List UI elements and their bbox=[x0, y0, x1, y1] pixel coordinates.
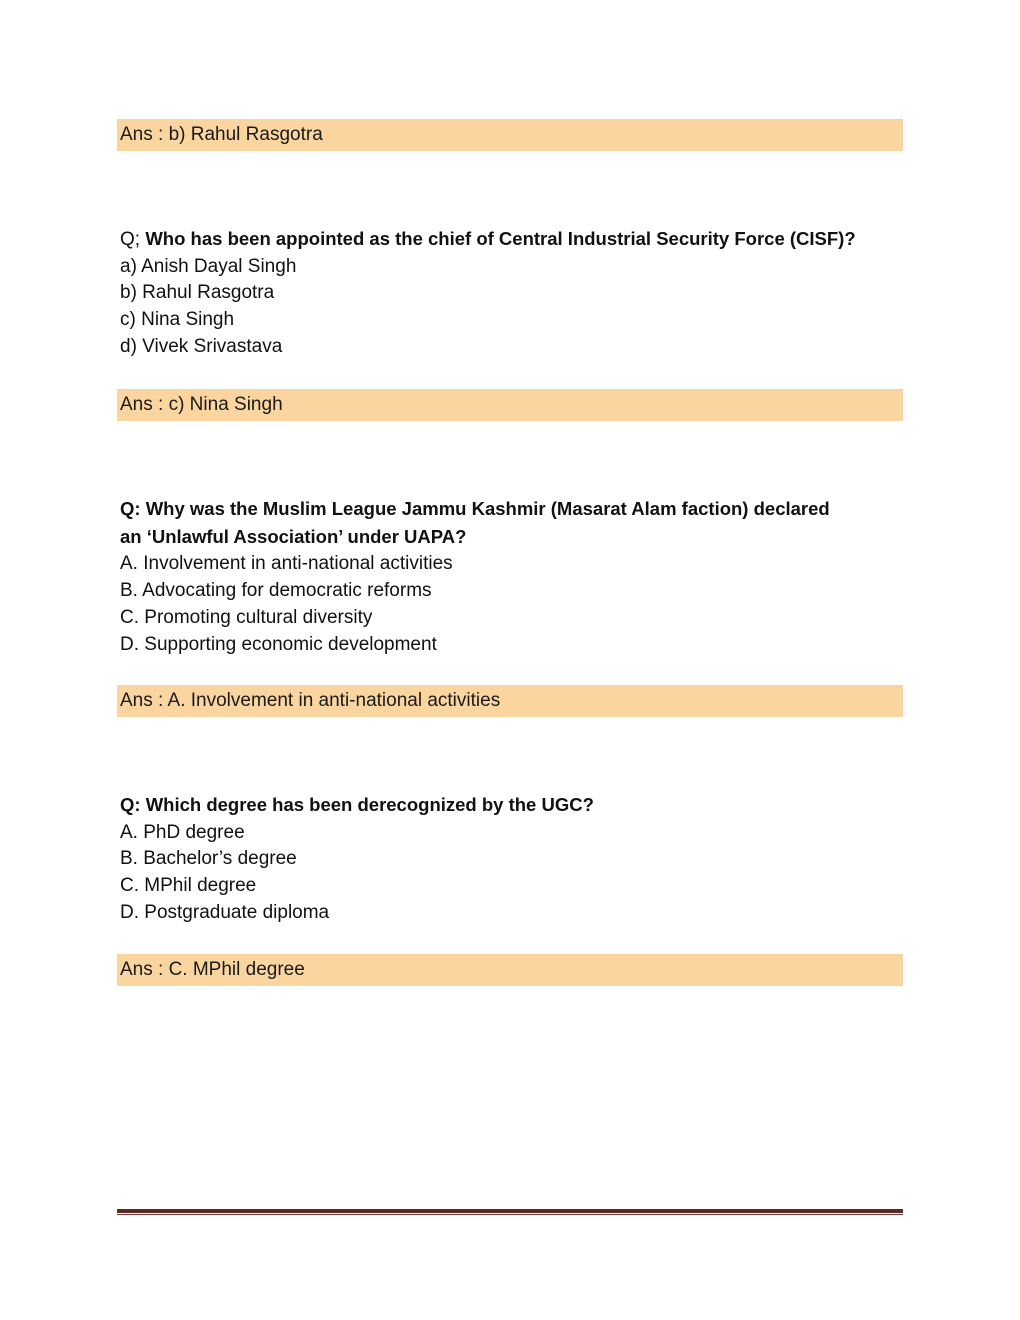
question-text bbox=[120, 496, 910, 524]
question-prefix: Q; bbox=[120, 229, 146, 250]
option-item: D. Supporting economic development bbox=[120, 633, 437, 655]
answer-bar: Ans : b) Rahul Rasgotra bbox=[117, 119, 903, 151]
question-line: an ‘Unlawful Association’ under UAPA? bbox=[120, 525, 467, 547]
question-block bbox=[120, 496, 910, 658]
question-block bbox=[120, 792, 910, 927]
question-line: Which degree has been derecognized by the UGC? bbox=[145, 794, 594, 815]
option-item: B. Bachelor’s degree bbox=[120, 848, 297, 870]
answer-bar: Ans : C. MPhil degree bbox=[117, 954, 903, 986]
option-item: C. MPhil degree bbox=[120, 875, 257, 897]
option-item: B. Advocating for democratic reforms bbox=[120, 580, 432, 602]
answer-bar: Ans : A. Involvement in anti-national activities bbox=[117, 685, 903, 717]
option-item: d) Vivek Srivastava bbox=[120, 335, 283, 357]
question-prefix: Q: bbox=[120, 794, 146, 815]
question-text-continued bbox=[120, 524, 910, 552]
option-item: b) Rahul Rasgotra bbox=[120, 282, 275, 304]
question-prefix: Q: bbox=[120, 498, 146, 519]
question-block bbox=[120, 226, 910, 361]
footer-divider bbox=[117, 1209, 903, 1213]
footer-divider-thin bbox=[117, 1214, 903, 1215]
question-line: Who has been appointed as the chief of Central Industrial Security Force (CISF)? bbox=[145, 228, 856, 249]
option-item: C. Promoting cultural diversity bbox=[120, 606, 373, 628]
option-item: c) Nina Singh bbox=[120, 309, 235, 331]
option-item: A. PhD degree bbox=[120, 821, 245, 843]
option-item: D. Postgraduate diploma bbox=[120, 901, 330, 923]
question-line: Why was the Muslim League Jammu Kashmir (Masarat Alam faction) declared bbox=[145, 498, 830, 519]
question-text bbox=[120, 226, 910, 254]
question-text bbox=[120, 792, 910, 820]
answer-bar: Ans : c) Nina Singh bbox=[117, 389, 903, 421]
option-item: a) Anish Dayal Singh bbox=[120, 255, 297, 277]
option-item: A. Involvement in anti-national activities bbox=[120, 553, 453, 575]
